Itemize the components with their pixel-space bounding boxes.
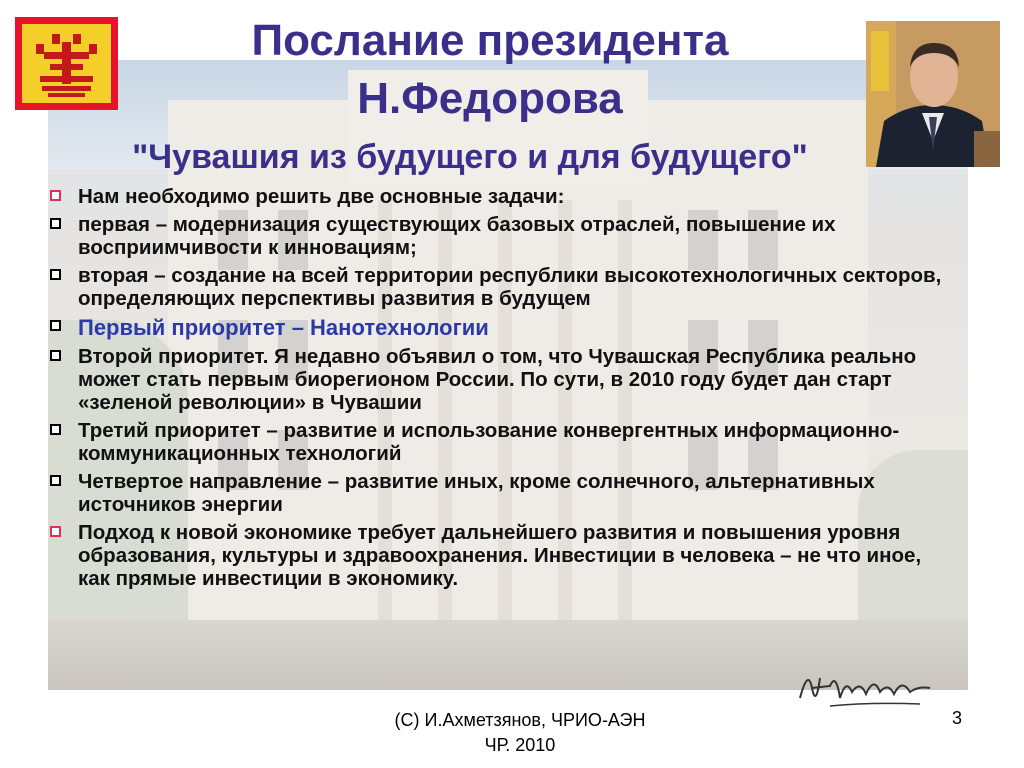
list-item-highlight: [48, 315, 958, 340]
pink-square-bullet-icon: [50, 526, 61, 537]
bullet-list: [48, 185, 958, 595]
list-item: [48, 345, 958, 414]
pink-square-bullet-icon: [50, 190, 61, 201]
square-bullet-icon: [50, 218, 61, 229]
bullet-text: Третий приоритет – развитие и использование конвергентных информационно-коммуникационных технологий: [78, 419, 900, 465]
square-bullet-icon: [50, 424, 61, 435]
square-bullet-icon: [50, 269, 61, 280]
square-bullet-icon: [50, 320, 61, 331]
list-item: [48, 213, 958, 259]
bullet-text: Подход к новой экономике требует дальнейшего развития и повышения уровня образования, культуры и здравоохранения. Инвестиции в человека – не что иное, как прямые инвестиции в экономику.: [78, 521, 922, 590]
list-item: [48, 185, 958, 208]
subtitle: "Чувашия из будущего и для будущего": [132, 138, 808, 176]
list-item: [48, 419, 958, 465]
title-line-1: Послание президента: [251, 16, 729, 65]
list-item: [48, 264, 958, 310]
page-number: 3: [952, 708, 963, 728]
footer-credit: [360, 708, 680, 758]
square-bullet-icon: [50, 350, 61, 361]
list-item: [48, 521, 958, 590]
footer-line-1: (С) И.Ахметзянов, ЧРИО-АЭН: [394, 710, 646, 730]
bullet-text: Первый приоритет – Нанотехнологии: [78, 315, 489, 340]
bullet-text: первая – модернизация существующих базовых отраслей, повышение их восприимчивости к инновациям;: [78, 213, 836, 259]
bullet-text: Четвертое направление – развитие иных, кроме солнечного, альтернативных источников энергии: [78, 470, 875, 516]
signature-icon: [790, 658, 950, 718]
bullet-text: Второй приоритет. Я недавно объявил о том, что Чувашская Республика реально может стать первым биорегионом России. По сути, в 2010 году будет дан старт «зеленой революции» в Чувашии: [78, 345, 917, 414]
square-bullet-icon: [50, 475, 61, 486]
bullet-text: вторая – создание на всей территории республики высокотехнологичных секторов, определяющих перспективы развития в будущем: [78, 264, 942, 310]
list-item: [48, 470, 958, 516]
footer-line-2: ЧР. 2010: [484, 735, 556, 755]
bullet-text: Нам необходимо решить две основные задачи:: [78, 185, 565, 208]
title-line-2: Н.Федорова: [357, 74, 623, 123]
chuvashia-emblem-icon: [15, 17, 118, 110]
